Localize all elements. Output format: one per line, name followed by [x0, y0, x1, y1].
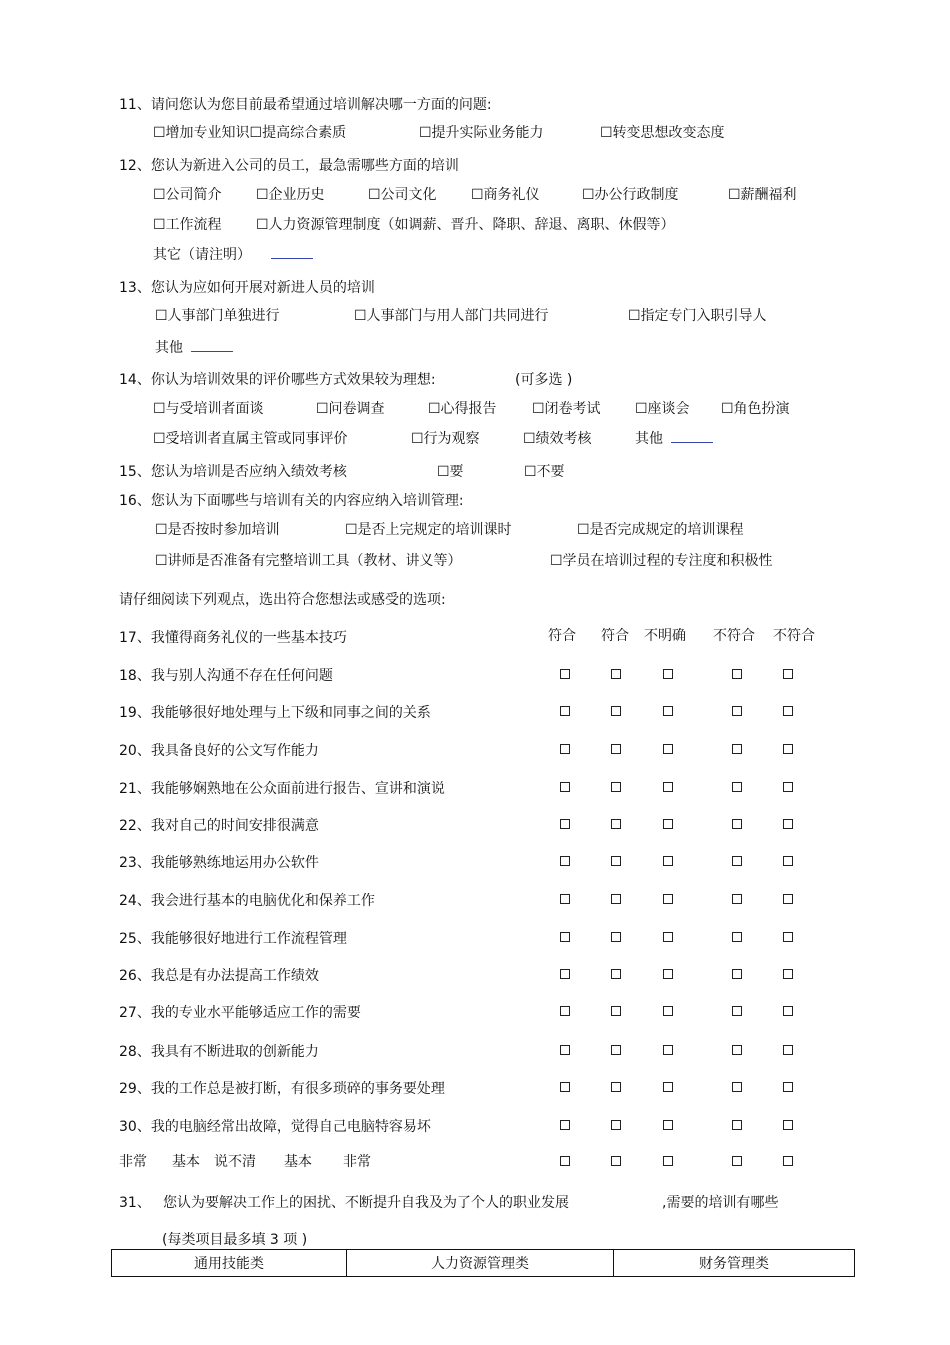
rating-checkbox-r10-c2[interactable]: [611, 1006, 621, 1016]
rating-checkbox-r1-c1[interactable]: [560, 669, 570, 679]
q12-option-hr-policy[interactable]: ☐人力资源管理制度（如调薪、晋升、降职、辞退、离职、休假等）: [256, 217, 675, 233]
q31-question: 您认为要解决工作上的困扰、不断提升自我及为了个人的职业发展: [163, 1195, 569, 1211]
statement-27: 27、我的专业水平能够适应工作的需要: [119, 1005, 361, 1021]
rating-checkbox-r5-c5[interactable]: [783, 819, 793, 829]
rating-checkbox-r4-c4[interactable]: [732, 782, 742, 792]
rating-checkbox-r9-c5[interactable]: [783, 969, 793, 979]
q15-option-no[interactable]: ☐不要: [524, 464, 565, 480]
q14-option-roleplay[interactable]: ☐角色扮演: [721, 401, 790, 417]
q14-option-performance[interactable]: ☐绩效考核: [523, 431, 592, 447]
rating-checkbox-r12-c4[interactable]: [732, 1082, 742, 1092]
rating-checkbox-r2-c1[interactable]: [560, 706, 570, 716]
rating-checkbox-r3-c2[interactable]: [611, 744, 621, 754]
rating-checkbox-r10-c4[interactable]: [732, 1006, 742, 1016]
q14-option-survey[interactable]: ☐问卷调查: [316, 401, 385, 417]
q16-option-engagement[interactable]: ☐学员在培训过程的专注度和积极性: [550, 553, 773, 569]
rating-checkbox-r14-c2[interactable]: [611, 1156, 621, 1166]
rating-checkbox-r12-c1[interactable]: [560, 1082, 570, 1092]
rating-checkbox-r6-c1[interactable]: [560, 856, 570, 866]
rating-checkbox-r4-c3[interactable]: [663, 782, 673, 792]
q14-option-interview[interactable]: ☐与受培训者面谈: [153, 401, 264, 417]
scale-footer-1: 非常: [119, 1154, 147, 1170]
statement-19: 19、我能够很好地处理与上下级和同事之间的关系: [119, 705, 431, 721]
statement-30: 30、我的电脑经常出故障，觉得自己电脑特容易坏: [119, 1119, 431, 1135]
rating-checkbox-r8-c3[interactable]: [663, 932, 673, 942]
q16-option-trainer-tools[interactable]: ☐讲师是否准备有完整培训工具（教材、讲义等）: [155, 553, 462, 569]
rating-checkbox-r11-c5[interactable]: [783, 1045, 793, 1055]
statement-17: 17、我懂得商务礼仪的一些基本技巧: [119, 630, 347, 646]
rating-checkbox-r4-c1[interactable]: [560, 782, 570, 792]
rating-checkbox-r10-c3[interactable]: [663, 1006, 673, 1016]
rating-checkbox-r8-c2[interactable]: [611, 932, 621, 942]
scale-footer-4: 基本: [284, 1154, 312, 1170]
statement-28: 28、我具有不断进取的创新能力: [119, 1044, 319, 1060]
category-general-skills: 通用技能类: [112, 1250, 347, 1277]
q12-option-culture[interactable]: ☐公司文化: [368, 187, 437, 203]
statement-25: 25、我能够很好地进行工作流程管理: [119, 931, 347, 947]
statement-29: 29、我的工作总是被打断，有很多琐碎的事务要处理: [119, 1081, 445, 1097]
scale-footer-3: 说不清: [214, 1154, 256, 1170]
q31-note: (每类项目最多填 3 项 ): [162, 1232, 308, 1248]
rating-checkbox-r6-c4[interactable]: [732, 856, 742, 866]
q12-other-blank[interactable]: [271, 246, 313, 259]
rating-checkbox-r3-c4[interactable]: [732, 744, 742, 754]
rating-checkbox-r5-c3[interactable]: [663, 819, 673, 829]
rating-checkbox-r10-c1[interactable]: [560, 1006, 570, 1016]
q14-option-supervisor[interactable]: ☐受培训者直属主管或同事评价: [153, 431, 348, 447]
q14-question: 14、你认为培训效果的评价哪些方式效果较为理想:: [119, 372, 436, 388]
rating-checkbox-r5-c2[interactable]: [611, 819, 621, 829]
q12-option-history[interactable]: ☐企业历史: [256, 187, 325, 203]
q13-option-2[interactable]: ☐人事部门与用人部门共同进行: [354, 308, 549, 324]
rating-checkbox-r7-c2[interactable]: [611, 894, 621, 904]
rating-checkbox-r6-c5[interactable]: [783, 856, 793, 866]
rating-checkbox-r14-c1[interactable]: [560, 1156, 570, 1166]
rating-checkbox-r9-c4[interactable]: [732, 969, 742, 979]
statement-26: 26、我总是有办法提高工作绩效: [119, 968, 319, 984]
rating-checkbox-r10-c5[interactable]: [783, 1006, 793, 1016]
statement-18: 18、我与别人沟通不存在任何问题: [119, 668, 333, 684]
table-row: [112, 1250, 855, 1277]
statement-22: 22、我对自己的时间安排很满意: [119, 818, 319, 834]
rating-checkbox-r7-c1[interactable]: [560, 894, 570, 904]
rating-checkbox-r2-c2[interactable]: [611, 706, 621, 716]
rating-checkbox-r13-c4[interactable]: [732, 1120, 742, 1130]
rating-checkbox-r3-c1[interactable]: [560, 744, 570, 754]
rating-checkbox-r13-c3[interactable]: [663, 1120, 673, 1130]
rating-checkbox-r7-c3[interactable]: [663, 894, 673, 904]
q13-other-blank[interactable]: [191, 339, 233, 352]
category-finance-management: 财务管理类: [614, 1250, 855, 1277]
q13-other-label: 其他: [155, 340, 183, 356]
scale-header-1: 符合: [548, 628, 576, 644]
rating-checkbox-r7-c4[interactable]: [732, 894, 742, 904]
rating-checkbox-r1-c4[interactable]: [732, 669, 742, 679]
q14-other-label: 其他: [635, 431, 663, 447]
rating-checkbox-r14-c4[interactable]: [732, 1156, 742, 1166]
rating-checkbox-r8-c5[interactable]: [783, 932, 793, 942]
statement-24: 24、我会进行基本的电脑优化和保养工作: [119, 893, 375, 909]
scale-header-4: 不符合: [713, 628, 755, 644]
rating-checkbox-r6-c2[interactable]: [611, 856, 621, 866]
statement-20: 20、我具备良好的公文写作能力: [119, 743, 319, 759]
statement-21: 21、我能够娴熟地在公众面前进行报告、宣讲和演说: [119, 781, 445, 797]
q11-option-3[interactable]: ☐转变思想改变态度: [600, 125, 725, 141]
category-hr-management: 人力资源管理类: [347, 1250, 614, 1277]
rating-checkbox-r12-c5[interactable]: [783, 1082, 793, 1092]
q12-option-etiquette[interactable]: ☐商务礼仪: [471, 187, 540, 203]
rating-checkbox-r11-c1[interactable]: [560, 1045, 570, 1055]
rating-checkbox-r11-c3[interactable]: [663, 1045, 673, 1055]
q14-option-report[interactable]: ☐心得报告: [428, 401, 497, 417]
scale-footer-5: 非常: [343, 1154, 371, 1170]
rating-checkbox-r14-c5[interactable]: [783, 1156, 793, 1166]
q13-other: [155, 339, 233, 357]
rating-checkbox-r5-c1[interactable]: [560, 819, 570, 829]
rating-checkbox-r9-c1[interactable]: [560, 969, 570, 979]
q15-question: 15、您认为培训是否应纳入绩效考核: [119, 464, 347, 480]
q16-question: 16、您认为下面哪些与培训有关的内容应纳入培训管理:: [119, 493, 464, 509]
q13-question: 13、您认为应如何开展对新进人员的培训: [119, 280, 375, 296]
rating-checkbox-r1-c3[interactable]: [663, 669, 673, 679]
rating-checkbox-r7-c5[interactable]: [783, 894, 793, 904]
scale-header-2: 符合: [601, 628, 629, 644]
q16-option-hours[interactable]: ☐是否上完规定的培训课时: [345, 522, 512, 538]
rating-checkbox-r8-c1[interactable]: [560, 932, 570, 942]
q14-note: (可多选 ): [515, 372, 573, 388]
q12-other: [153, 246, 313, 264]
rating-checkbox-r11-c4[interactable]: [732, 1045, 742, 1055]
q14-option-observation[interactable]: ☐行为观察: [411, 431, 480, 447]
q31-number: 31、: [119, 1195, 151, 1211]
rating-checkbox-r2-c3[interactable]: [663, 706, 673, 716]
q31-question-tail: ,需要的培训有哪些: [662, 1195, 779, 1211]
q12-question: 12、您认为新进入公司的员工，最急需哪些方面的培训: [119, 158, 459, 174]
q14-other-blank[interactable]: [671, 430, 713, 443]
q11-option-1[interactable]: ☐增加专业知识☐提高综合素质: [153, 125, 347, 141]
rating-checkbox-r12-c3[interactable]: [663, 1082, 673, 1092]
scale-footer-2: 基本: [172, 1154, 200, 1170]
rating-checkbox-r1-c2[interactable]: [611, 669, 621, 679]
q16-option-attendance[interactable]: ☐是否按时参加培训: [155, 522, 280, 538]
rating-checkbox-r12-c2[interactable]: [611, 1082, 621, 1092]
rating-checkbox-r9-c2[interactable]: [611, 969, 621, 979]
rating-checkbox-r1-c5[interactable]: [783, 669, 793, 679]
q13-option-3[interactable]: ☐指定专门入职引导人: [628, 308, 767, 324]
q12-option-compensation[interactable]: ☐薪酬福利: [728, 187, 797, 203]
scale-instruction: 请仔细阅读下列观点，选出符合您想法或感受的选项:: [119, 592, 446, 608]
training-category-table: [111, 1249, 855, 1277]
rating-checkbox-r4-c5[interactable]: [783, 782, 793, 792]
q13-option-1[interactable]: ☐人事部门单独进行: [155, 308, 280, 324]
q14-option-exam[interactable]: ☐闭卷考试: [532, 401, 601, 417]
rating-checkbox-r4-c2[interactable]: [611, 782, 621, 792]
q11-question: 11、请问您认为您目前最希望通过培训解决哪一方面的问题:: [119, 97, 492, 113]
q12-option-admin[interactable]: ☐办公行政制度: [582, 187, 679, 203]
q12-option-workflow[interactable]: ☐工作流程: [153, 217, 222, 233]
rating-checkbox-r13-c1[interactable]: [560, 1120, 570, 1130]
rating-checkbox-r8-c4[interactable]: [732, 932, 742, 942]
scale-header-3: 不明确: [644, 628, 686, 644]
statement-23: 23、我能够熟练地运用办公软件: [119, 855, 319, 871]
q12-other-label: 其它（请注明）: [153, 247, 251, 263]
rating-checkbox-r6-c3[interactable]: [663, 856, 673, 866]
rating-checkbox-r11-c2[interactable]: [611, 1045, 621, 1055]
rating-checkbox-r5-c4[interactable]: [732, 819, 742, 829]
rating-checkbox-r14-c3[interactable]: [663, 1156, 673, 1166]
q15-option-yes[interactable]: ☐要: [437, 464, 464, 480]
rating-checkbox-r9-c3[interactable]: [663, 969, 673, 979]
scale-header-5: 不符合: [773, 628, 815, 644]
q14-option-forum[interactable]: ☐座谈会: [635, 401, 690, 417]
rating-checkbox-r3-c5[interactable]: [783, 744, 793, 754]
q11-option-2[interactable]: ☐提升实际业务能力: [419, 125, 544, 141]
q16-option-courses[interactable]: ☐是否完成规定的培训课程: [577, 522, 744, 538]
rating-checkbox-r2-c4[interactable]: [732, 706, 742, 716]
rating-checkbox-r13-c2[interactable]: [611, 1120, 621, 1130]
rating-checkbox-r2-c5[interactable]: [783, 706, 793, 716]
rating-checkbox-r3-c3[interactable]: [663, 744, 673, 754]
rating-checkbox-r13-c5[interactable]: [783, 1120, 793, 1130]
q14-other: [635, 430, 713, 448]
q12-option-company-intro[interactable]: ☐公司简介: [153, 187, 222, 203]
